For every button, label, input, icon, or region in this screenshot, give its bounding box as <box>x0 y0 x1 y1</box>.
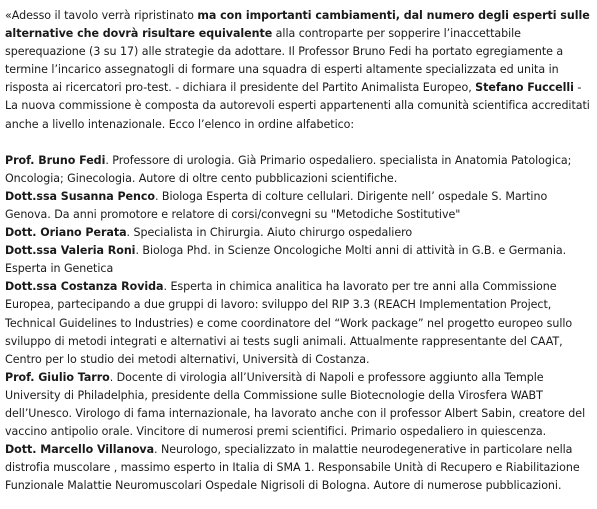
expert-description: . Professore di urologia. Già Primario ospedaliero. specialista in Anatomia Patologica; Oncologia; Ginecologia. Autore di oltre cento pubblicazioni scientifiche. <box>5 153 572 185</box>
expert-entry <box>5 152 593 188</box>
expert-name: Dott.ssa Costanza Rovida <box>5 280 164 294</box>
intro-paragraph <box>5 7 593 134</box>
expert-name: Dott.ssa Susanna Penco <box>5 189 155 203</box>
expert-name: Dott. Marcello Villanova <box>5 443 155 457</box>
expert-description: . Specialista in Chirurgia. Aiuto chirurgo ospedaliero <box>126 226 413 240</box>
experts-list <box>5 152 593 496</box>
expert-description: . Neurologo, specializzato in malattie neurodegenerative in particolare nella distrofia muscolare , massimo esperto in Italia di SMA 1. Responsabile Unità di Recupero e Riabilitazione Funzionale Malattie Neuromuscolari Ospedale Nigrisoli di Bologna. Autore di numerose pubblicazioni. <box>5 443 580 493</box>
expert-description: . Biologa Phd. in Scienze Oncologiche Molti anni di attività in G.B. e Germania. Esperta in Genetica <box>5 244 567 276</box>
expert-entry <box>5 242 593 278</box>
expert-description: . Docente di virologia all’Università di Napoli e professore aggiunto alla Temple University di Philadelphia, presidente della Commissione sulle Biotecnologie della Virosfera WABT dell’Unesco. Virologo di fama internazionale, ha lavorato anche con il professor Albert Sabin, creatore del vaccino antipolio orale. Vincitore di numerosi premi scientifici. Primario ospedaliero in quiescenza. <box>5 370 586 439</box>
expert-entry <box>5 278 593 368</box>
intro-text-3: - La nuova commissione è composta da autorevoli esperti appartenenti alla comunità scientifica accreditati anche a livello intenazionale. Ecco l’elenco in ordine alfabetico: <box>5 81 590 131</box>
article-body <box>5 7 593 495</box>
expert-entry <box>5 188 593 224</box>
intro-text-1: «Adesso il tavolo verrà ripristinato <box>5 9 198 22</box>
intro-bold-1: ma con importanti cambiamenti, dal numero degli esperti sulle alternative che dovrà risultare equivalente <box>5 9 590 41</box>
expert-entry <box>5 224 593 242</box>
expert-name: Prof. Giulio Tarro <box>5 370 110 384</box>
expert-description: . Esperta in chimica analitica ha lavorato per tre anni alla Commissione Europea, partecipando a due gruppi di lavoro: sviluppo del RIP 3.3 (REACH Implementation Project, Technical Guidelines to Industries) e come coordinatore del “Work package” nel progetto europeo sullo sviluppo di metodi integrati e alternativi ai tests sugli animali. Attualmente rappresentante del CAAT, Centro per lo studio dei metodi alternativi, Università di Costanza. <box>5 280 573 366</box>
expert-name: Dott.ssa Valeria Roni <box>5 244 136 258</box>
expert-name: Prof. Bruno Fedi <box>5 153 106 167</box>
expert-name: Dott. Oriano Perata <box>5 226 127 240</box>
intro-bold-name: Stefano Fuccelli <box>475 81 574 95</box>
paragraph-spacer <box>5 134 593 152</box>
expert-entry <box>5 441 593 495</box>
expert-entry <box>5 369 593 441</box>
intro-text-2: alla controparte per sopperire l’inaccettabile sperequazione (3 su 17) alle strategie da adottare. Il Professor Bruno Fedi ha portato egregiamente a termine l’incarico assegnatogli di formare una squadra di esperti altamente specializzata ed unita in risposta ai ricercatori pro-test. - dichiara il presidente del Partito Animalista Europeo, <box>5 27 564 95</box>
expert-description: . Biologa Esperta di colture cellulari. Dirigente nell’ ospedale S. Martino Genova. Da anni promotore e relatore di corsi/convegni su "Metodiche Sostitutive" <box>5 189 548 221</box>
